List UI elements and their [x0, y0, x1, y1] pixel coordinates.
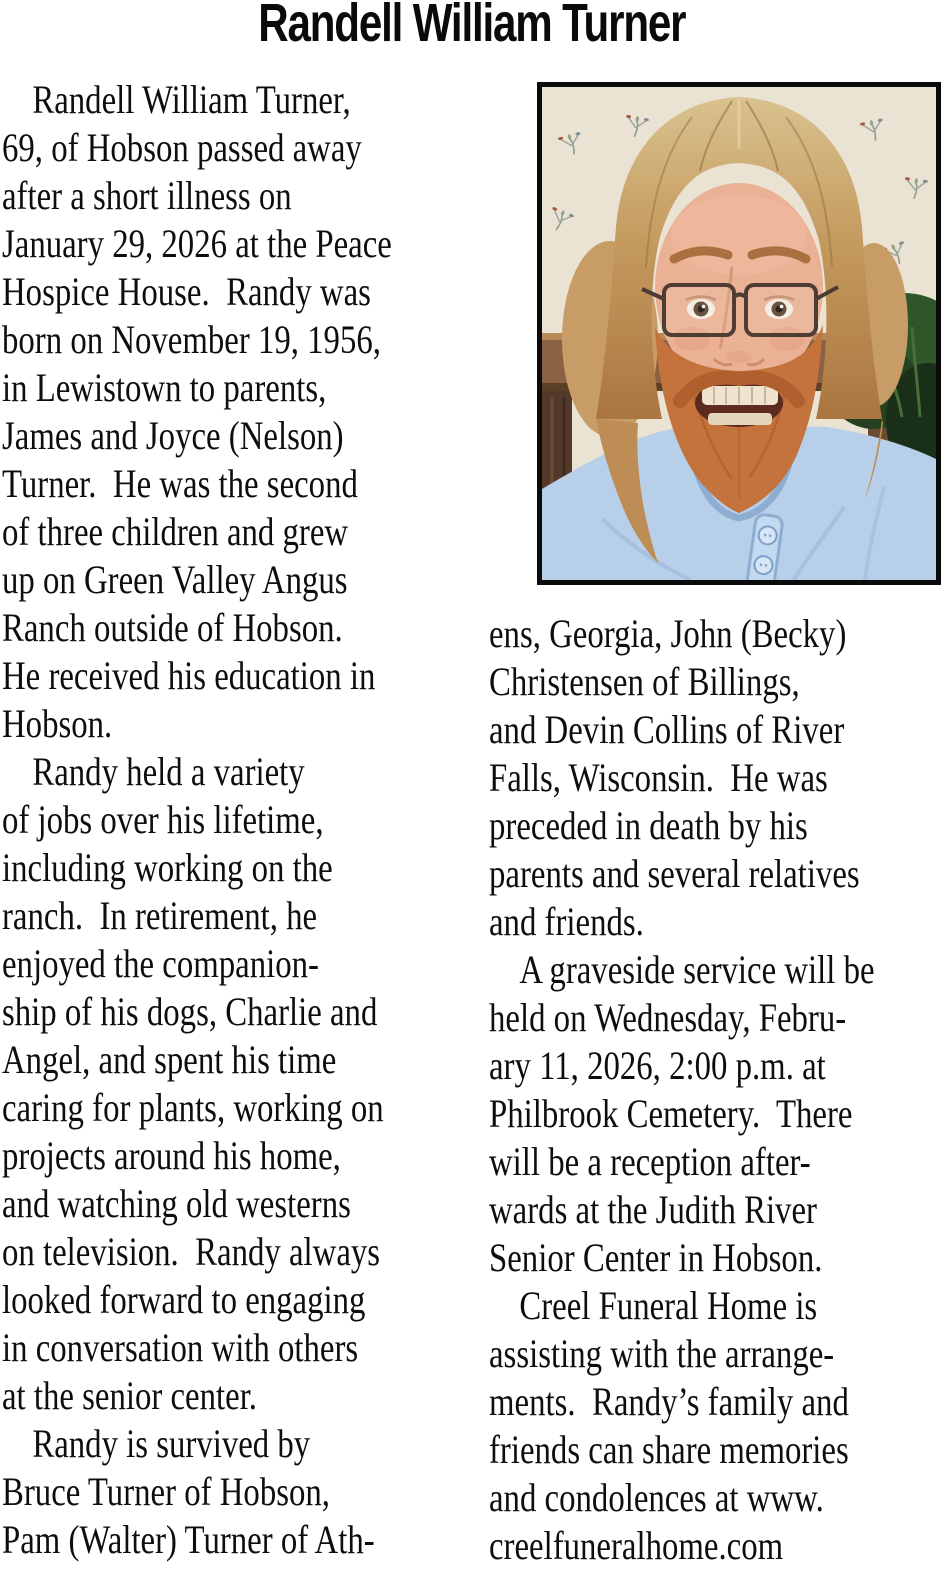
text-line: on television. Randy always: [2, 1229, 381, 1274]
text-line: January 29, 2026 at the Peace: [2, 221, 392, 266]
text-line: ship of his dogs, Charlie and: [2, 989, 378, 1034]
text-line: Turner. He was the second: [2, 461, 358, 506]
text-line: Randy held a variety: [32, 749, 305, 794]
text-line: Randell William Turner,: [32, 77, 351, 122]
text-line: wards at the Judith River: [489, 1187, 817, 1232]
text-line: projects around his home,: [2, 1133, 341, 1178]
text-line: creelfuneralhome.com: [489, 1523, 784, 1568]
text-line: Hospice House. Randy was: [2, 269, 371, 314]
text-line: Pam (Walter) Turner of Ath-: [2, 1517, 375, 1562]
text-line: assisting with the arrange-: [489, 1331, 835, 1376]
text-line: of three children and grew: [2, 509, 349, 554]
text-line: parents and several relatives: [489, 851, 860, 896]
portrait-photo: [537, 82, 941, 585]
text-line: will be a reception after-: [489, 1139, 811, 1184]
text-line: A graveside service will be: [519, 947, 875, 992]
text-line: held on Wednesday, Febru-: [489, 995, 847, 1040]
text-line: ranch. In retirement, he: [2, 893, 318, 938]
text-line: Christensen of Billings,: [489, 659, 800, 704]
portrait-illustration: [542, 87, 936, 580]
text-line: Senior Center in Hobson.: [489, 1235, 823, 1280]
text-line: Angel, and spent his time: [2, 1037, 337, 1082]
text-line: preceded in death by his: [489, 803, 808, 848]
text-line: enjoyed the companion-: [2, 941, 319, 986]
text-line: of jobs over his lifetime,: [2, 797, 324, 842]
right-column: [489, 610, 943, 1570]
text-line: ens, Georgia, John (Becky): [489, 611, 847, 656]
text-line: and watching old westerns: [2, 1181, 351, 1226]
text-line: ary 11, 2026, 2:00 p.m. at: [489, 1043, 826, 1088]
text-line: after a short illness on: [2, 173, 292, 218]
text-line: born on November 19, 1956,: [2, 317, 381, 362]
text-line: Ranch outside of Hobson.: [2, 605, 343, 650]
text-line: friends can share memories: [489, 1427, 849, 1472]
text-line: including working on the: [2, 845, 333, 890]
text-line: Falls, Wisconsin. He was: [489, 755, 828, 800]
text-line: Creel Funeral Home is: [519, 1283, 818, 1328]
text-line: and Devin Collins of River: [489, 707, 845, 752]
obituary-title: Randell William Turner: [257, 0, 686, 53]
text-line: James and Joyce (Nelson): [2, 413, 344, 458]
text-line: caring for plants, working on: [2, 1085, 384, 1130]
text-line: up on Green Valley Angus: [2, 557, 348, 602]
text-line: in Lewistown to parents,: [2, 365, 327, 410]
text-line: Randy is survived by: [32, 1421, 311, 1466]
text-line: ments. Randy’s family and: [489, 1379, 849, 1424]
text-line: Philbrook Cemetery. There: [489, 1091, 853, 1136]
text-line: in conversation with others: [2, 1325, 359, 1370]
text-line: Hobson.: [2, 701, 113, 746]
text-line: and friends.: [489, 899, 644, 944]
text-line: looked forward to engaging: [2, 1277, 366, 1322]
text-line: and condolences at www.: [489, 1475, 824, 1520]
page-header: [0, 0, 943, 53]
text-line: at the senior center.: [2, 1373, 258, 1418]
text-line: 69, of Hobson passed away: [2, 125, 362, 170]
left-column: [2, 76, 494, 1564]
text-line: He received his education in: [2, 653, 376, 698]
text-line: Bruce Turner of Hobson,: [2, 1469, 330, 1514]
